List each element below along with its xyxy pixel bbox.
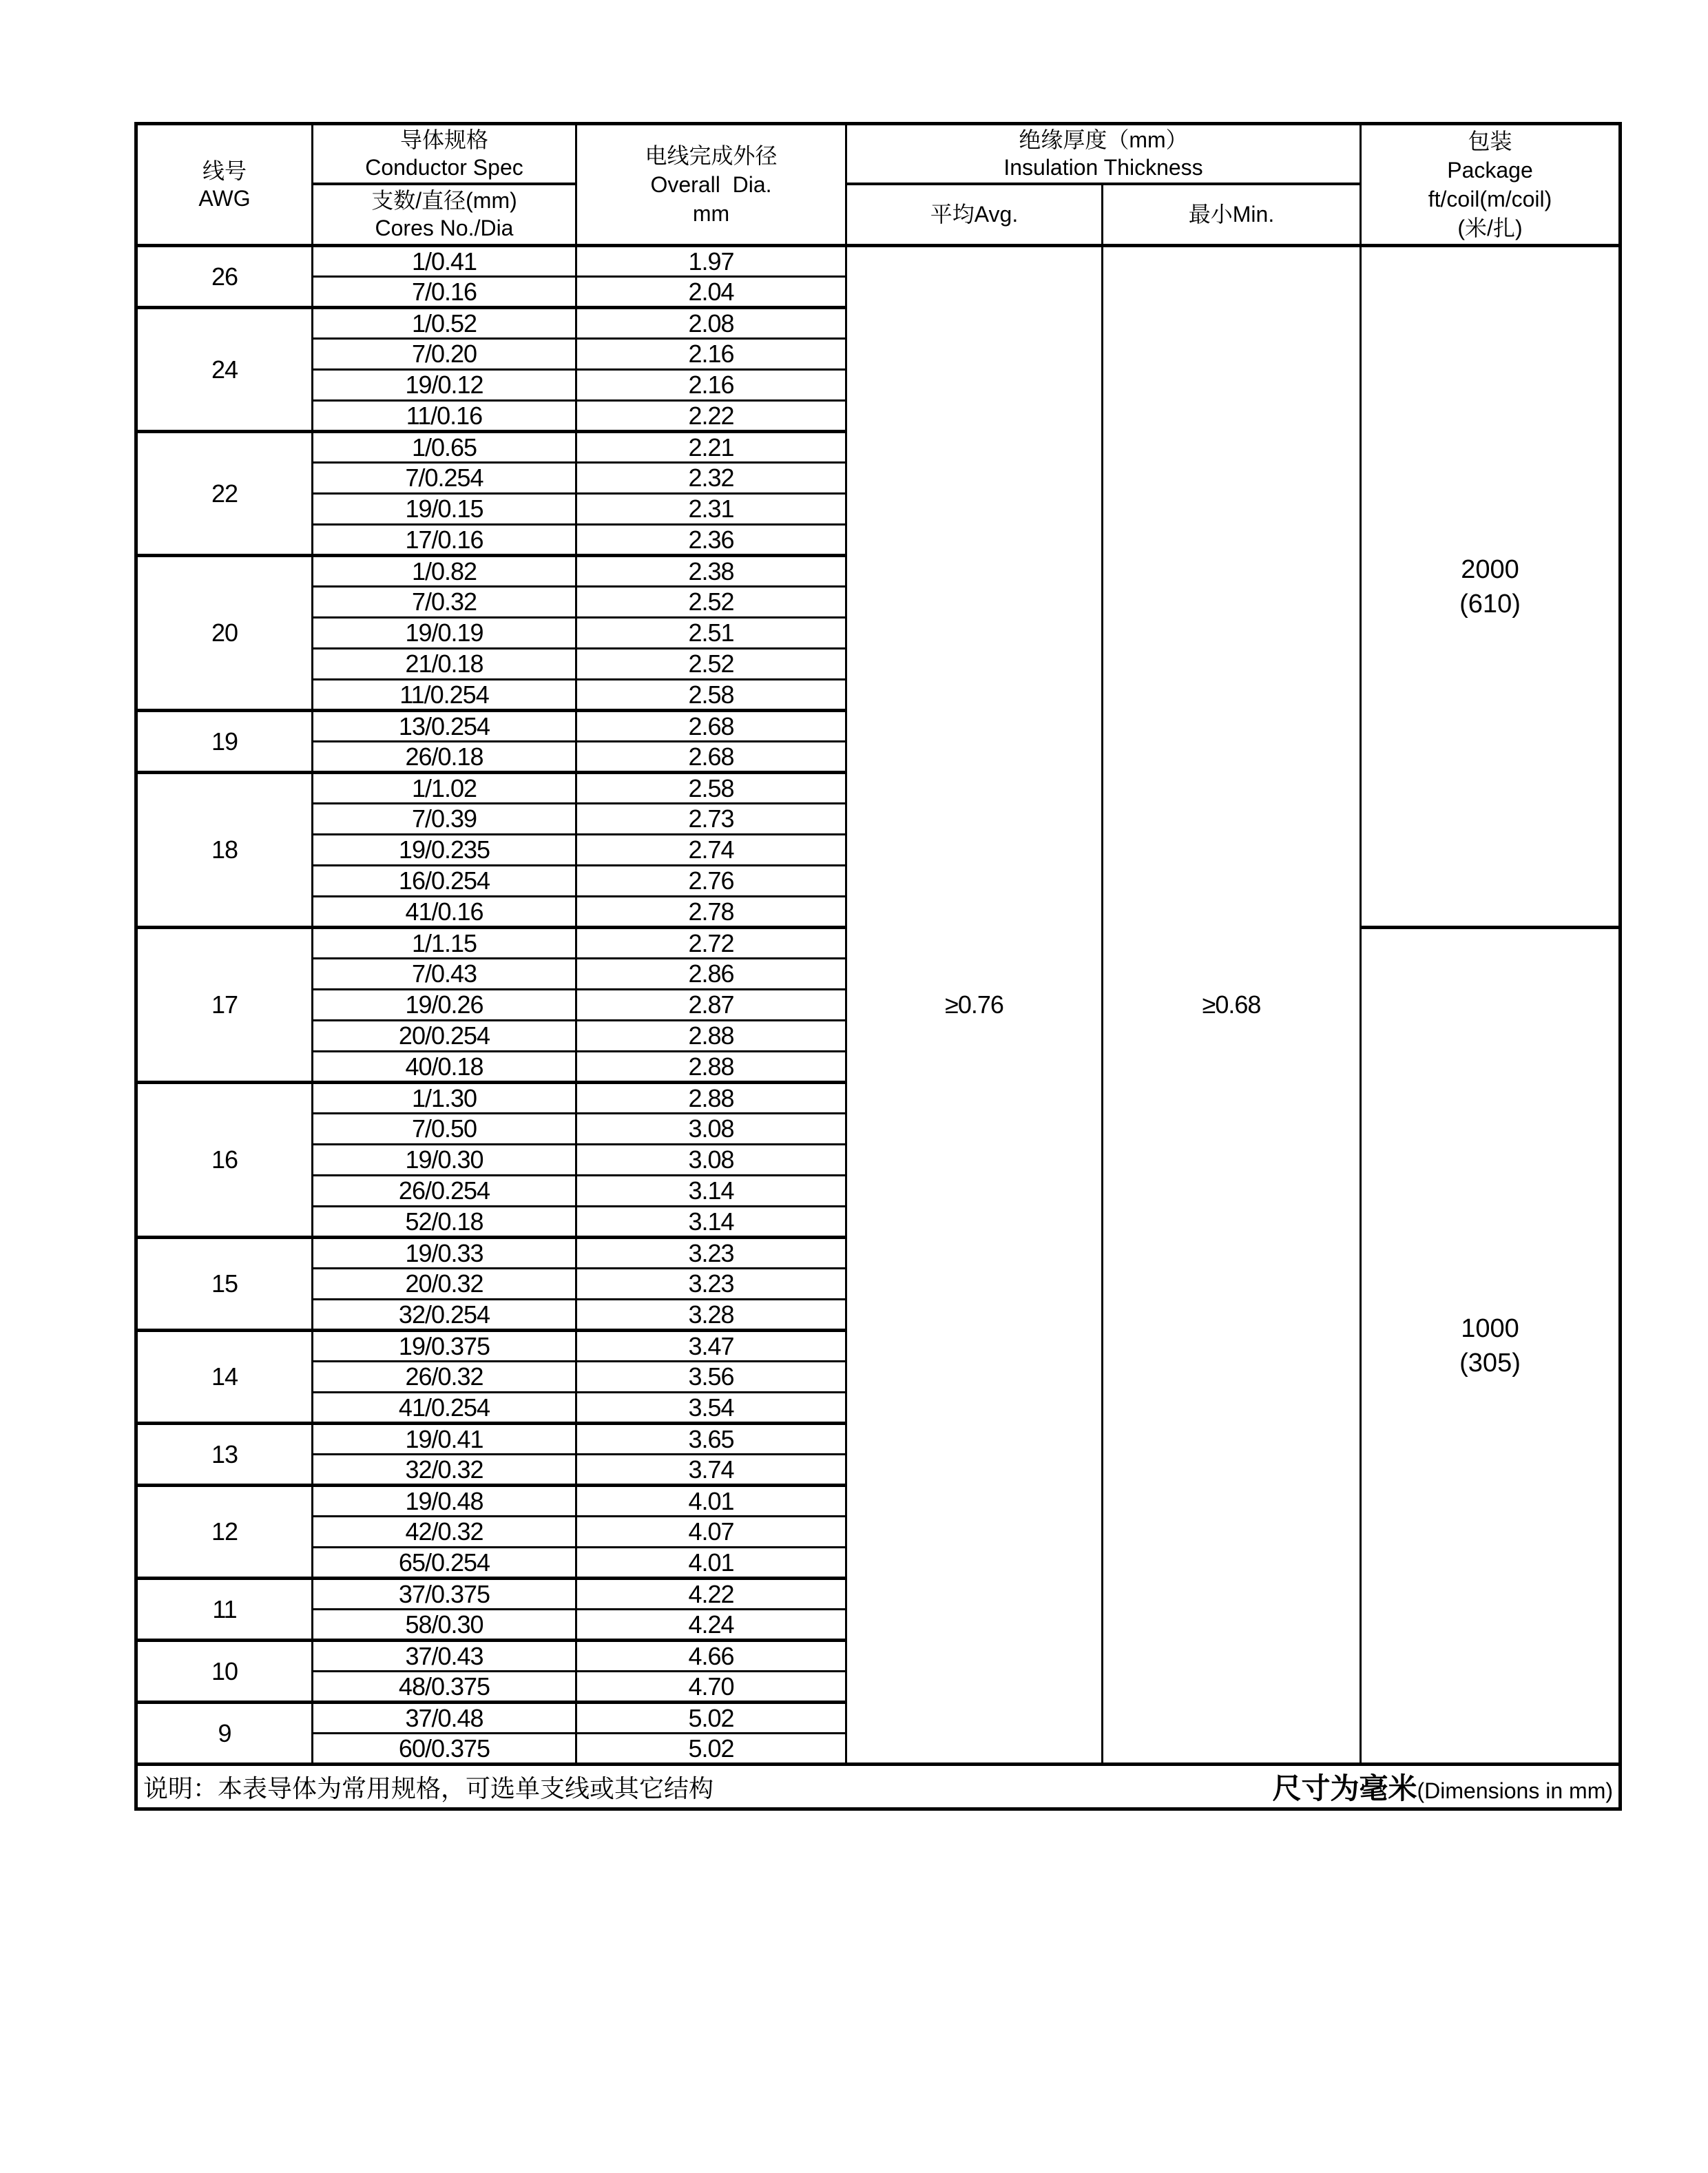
cores-dia-cell: 7/0.254 [313, 463, 576, 494]
overall-dia-cell: 3.23 [576, 1269, 846, 1300]
awg-group-cell: 10 [136, 1641, 313, 1703]
header-awg [136, 124, 313, 246]
cores-dia-cell: 19/0.375 [313, 1331, 576, 1362]
awg-group-cell: 13 [136, 1424, 313, 1486]
cores-dia-cell: 41/0.16 [313, 897, 576, 928]
overall-dia-cell: 2.36 [576, 525, 846, 556]
overall-dia-cell: 2.08 [576, 308, 846, 339]
cores-dia-cell: 41/0.254 [313, 1393, 576, 1424]
awg-group-cell: 14 [136, 1331, 313, 1424]
cores-dia-cell: 21/0.18 [313, 649, 576, 680]
overall-dia-cell: 3.23 [576, 1238, 846, 1269]
overall-dia-cell: 2.22 [576, 401, 846, 432]
awg-group-cell: 17 [136, 928, 313, 1083]
overall-dia-cell: 3.47 [576, 1331, 846, 1362]
header-conductor-sub [313, 184, 576, 246]
table-row [136, 246, 1621, 277]
overall-dia-cell: 3.14 [576, 1176, 846, 1207]
cores-dia-cell: 1/0.65 [313, 432, 576, 463]
cores-dia-cell: 1/0.52 [313, 308, 576, 339]
header-insulation-en: Insulation Thickness [1003, 155, 1203, 180]
table-header [136, 124, 1621, 246]
cores-dia-cell: 19/0.41 [313, 1424, 576, 1455]
cores-dia-cell: 19/0.33 [313, 1238, 576, 1269]
overall-dia-cell: 4.01 [576, 1486, 846, 1517]
cores-dia-cell: 19/0.235 [313, 835, 576, 866]
overall-dia-cell: 3.54 [576, 1393, 846, 1424]
overall-dia-cell: 4.22 [576, 1579, 846, 1610]
awg-group-cell: 16 [136, 1083, 313, 1238]
overall-dia-cell: 4.70 [576, 1672, 846, 1703]
header-awg-en: AWG [198, 186, 251, 211]
cores-dia-cell: 40/0.18 [313, 1052, 576, 1083]
table-body [136, 246, 1621, 1765]
cores-dia-cell: 19/0.30 [313, 1145, 576, 1176]
cores-dia-cell: 7/0.43 [313, 959, 576, 990]
cores-dia-cell: 1/1.15 [313, 928, 576, 959]
overall-dia-cell: 2.88 [576, 1052, 846, 1083]
footnote-text: 说明：本表导体为常用规格，可选单支线或其它结构 [143, 1774, 714, 1802]
overall-dia-cell: 1.97 [576, 246, 846, 277]
cores-dia-cell: 16/0.254 [313, 866, 576, 897]
package-qty: 2000 [1461, 554, 1519, 584]
overall-dia-cell: 2.52 [576, 587, 846, 618]
header-package-unit2: (米/扎) [1457, 216, 1523, 240]
overall-dia-cell: 2.21 [576, 432, 846, 463]
header-overall-dia [576, 124, 846, 246]
overall-dia-cell: 2.74 [576, 835, 846, 866]
awg-group-cell: 22 [136, 432, 313, 556]
cores-dia-cell: 65/0.254 [313, 1548, 576, 1579]
header-package-unit: ft/coil(m/coil) [1428, 187, 1552, 211]
overall-dia-cell: 2.32 [576, 463, 846, 494]
package-meters: (305) [1459, 1349, 1521, 1377]
overall-dia-cell: 4.07 [576, 1517, 846, 1548]
overall-dia-cell: 2.76 [576, 866, 846, 897]
dimension-note-en: (Dimensions in mm) [1417, 1778, 1613, 1803]
header-conductor-spec [313, 124, 576, 184]
overall-dia-cell: 2.68 [576, 711, 846, 742]
cores-dia-cell: 32/0.254 [313, 1300, 576, 1331]
insulation-min-cell: ≥0.68 [1103, 246, 1361, 1765]
awg-group-cell: 20 [136, 556, 313, 711]
overall-dia-cell: 2.04 [576, 277, 846, 308]
overall-dia-cell: 2.16 [576, 370, 846, 401]
cores-dia-cell: 7/0.50 [313, 1114, 576, 1145]
cores-dia-cell: 20/0.32 [313, 1269, 576, 1300]
header-insulation [846, 124, 1361, 184]
awg-group-cell: 26 [136, 246, 313, 308]
cores-dia-cell: 11/0.16 [313, 401, 576, 432]
awg-group-cell: 24 [136, 308, 313, 432]
overall-dia-cell: 2.73 [576, 804, 846, 835]
cores-dia-cell: 7/0.20 [313, 339, 576, 370]
overall-dia-cell: 3.14 [576, 1207, 846, 1238]
header-conductor-en: Conductor Spec [365, 155, 523, 180]
cores-dia-cell: 26/0.254 [313, 1176, 576, 1207]
cores-dia-cell: 1/1.02 [313, 773, 576, 804]
header-conductor-sub-zh: 支数/直径(mm) [371, 188, 517, 214]
dimension-note [1273, 1766, 1614, 1807]
overall-dia-cell: 4.24 [576, 1610, 846, 1641]
insulation-avg-cell: ≥0.76 [846, 246, 1103, 1765]
overall-dia-cell: 2.88 [576, 1021, 846, 1052]
cores-dia-cell: 19/0.12 [313, 370, 576, 401]
overall-dia-cell: 4.01 [576, 1548, 846, 1579]
cores-dia-cell: 60/0.375 [313, 1734, 576, 1765]
footnote-cell [136, 1765, 1621, 1809]
cores-dia-cell: 13/0.254 [313, 711, 576, 742]
overall-dia-cell: 3.08 [576, 1114, 846, 1145]
cores-dia-cell: 58/0.30 [313, 1610, 576, 1641]
overall-dia-cell: 2.86 [576, 959, 846, 990]
cores-dia-cell: 42/0.32 [313, 1517, 576, 1548]
overall-dia-cell: 2.72 [576, 928, 846, 959]
header-conductor-zh: 导体规格 [399, 127, 488, 153]
header-awg-zh: 线号 [202, 158, 247, 183]
cores-dia-cell: 26/0.32 [313, 1362, 576, 1393]
awg-group-cell: 11 [136, 1579, 313, 1641]
cores-dia-cell: 48/0.375 [313, 1672, 576, 1703]
header-package [1361, 124, 1621, 246]
awg-group-cell: 18 [136, 773, 313, 928]
awg-group-cell: 9 [136, 1703, 313, 1765]
cores-dia-cell: 17/0.16 [313, 525, 576, 556]
cores-dia-cell: 37/0.43 [313, 1641, 576, 1672]
overall-dia-cell: 2.87 [576, 990, 846, 1021]
package-cell [1361, 928, 1621, 1765]
header-min-label: 最小Min. [1188, 202, 1275, 227]
awg-group-cell: 19 [136, 711, 313, 773]
overall-dia-cell: 3.65 [576, 1424, 846, 1455]
package-cell [1361, 246, 1621, 928]
overall-dia-cell: 2.78 [576, 897, 846, 928]
header-avg [846, 184, 1103, 246]
table-footer [136, 1765, 1621, 1809]
cores-dia-cell: 7/0.32 [313, 587, 576, 618]
dimension-note-zh: 尺寸为毫米 [1272, 1772, 1417, 1805]
cores-dia-cell: 7/0.39 [313, 804, 576, 835]
header-avg-label: 平均Avg. [930, 202, 1019, 227]
cores-dia-cell: 1/0.82 [313, 556, 576, 587]
cores-dia-cell: 1/1.30 [313, 1083, 576, 1114]
cores-dia-cell: 11/0.254 [313, 680, 576, 711]
overall-dia-cell: 5.02 [576, 1734, 846, 1765]
header-dia-en: Overall Dia. [650, 172, 772, 197]
overall-dia-cell: 2.52 [576, 649, 846, 680]
cores-dia-cell: 37/0.375 [313, 1579, 576, 1610]
cores-dia-cell: 1/0.41 [313, 246, 576, 277]
overall-dia-cell: 2.16 [576, 339, 846, 370]
overall-dia-cell: 2.68 [576, 742, 846, 773]
overall-dia-cell: 2.58 [576, 680, 846, 711]
header-min [1103, 184, 1361, 246]
overall-dia-cell: 2.38 [576, 556, 846, 587]
overall-dia-cell: 5.02 [576, 1703, 846, 1734]
header-conductor-sub-en: Cores No./Dia [375, 216, 514, 241]
header-package-en: Package [1447, 158, 1533, 183]
cores-dia-cell: 19/0.15 [313, 494, 576, 525]
footnote-wrap [138, 1766, 1618, 1807]
overall-dia-cell: 3.74 [576, 1455, 846, 1486]
cores-dia-cell: 52/0.18 [313, 1207, 576, 1238]
overall-dia-cell: 2.31 [576, 494, 846, 525]
overall-dia-cell: 2.51 [576, 618, 846, 649]
cores-dia-cell: 37/0.48 [313, 1703, 576, 1734]
package-qty: 1000 [1461, 1314, 1519, 1343]
overall-dia-cell: 3.28 [576, 1300, 846, 1331]
wire-spec-table [134, 122, 1622, 1811]
awg-group-cell: 12 [136, 1486, 313, 1579]
header-dia-unit: mm [692, 201, 730, 226]
overall-dia-cell: 2.58 [576, 773, 846, 804]
overall-dia-cell: 2.88 [576, 1083, 846, 1114]
cores-dia-cell: 32/0.32 [313, 1455, 576, 1486]
cores-dia-cell: 20/0.254 [313, 1021, 576, 1052]
cores-dia-cell: 7/0.16 [313, 277, 576, 308]
overall-dia-cell: 3.56 [576, 1362, 846, 1393]
header-package-zh: 包装 [1468, 129, 1512, 154]
package-meters: (610) [1459, 589, 1521, 618]
awg-group-cell: 15 [136, 1238, 313, 1331]
header-insulation-zh: 绝缘厚度（mm） [1019, 127, 1188, 153]
header-dia-zh: 电线完成外径 [645, 143, 778, 168]
overall-dia-cell: 4.66 [576, 1641, 846, 1672]
cores-dia-cell: 19/0.26 [313, 990, 576, 1021]
footnote-row [136, 1765, 1621, 1809]
overall-dia-cell: 3.08 [576, 1145, 846, 1176]
cores-dia-cell: 19/0.19 [313, 618, 576, 649]
header-row-1 [136, 124, 1621, 184]
cores-dia-cell: 26/0.18 [313, 742, 576, 773]
cores-dia-cell: 19/0.48 [313, 1486, 576, 1517]
